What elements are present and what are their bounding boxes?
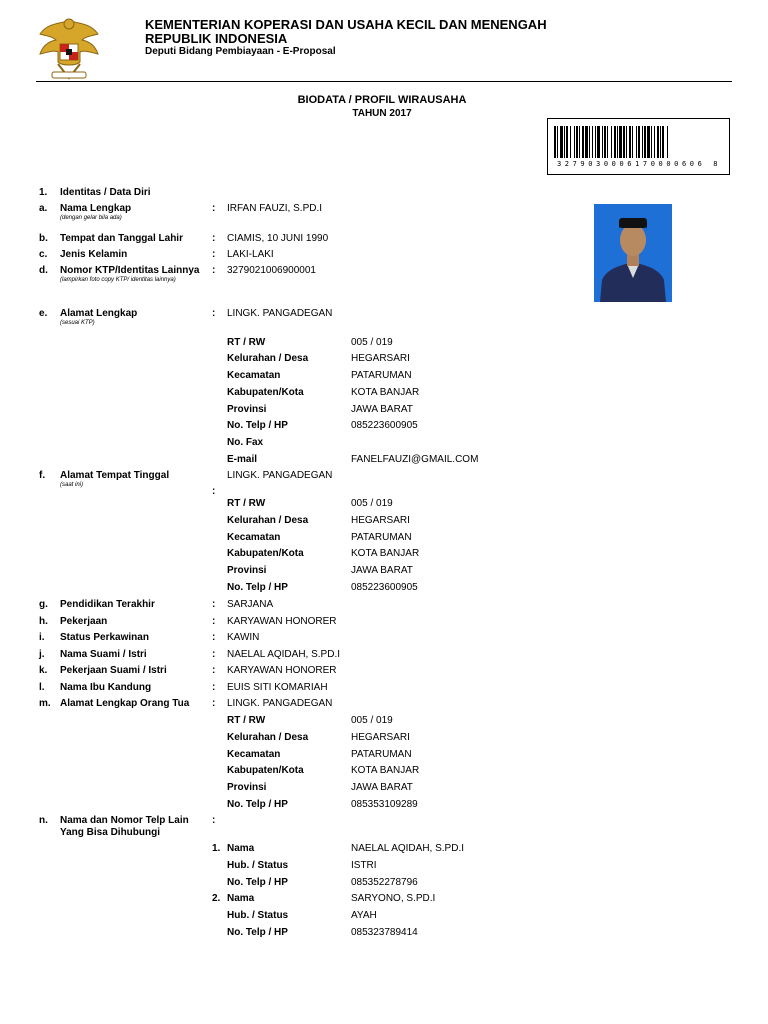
address-domisili-label: Kelurahan / Desa — [227, 514, 309, 526]
contact-value: NAELAL AQIDAH, S.PD.I — [351, 843, 465, 854]
field-value: SARJANA — [227, 599, 274, 610]
field-value: KARYAWAN HONORER — [227, 615, 337, 627]
field-label: Nama Ibu Kandung — [60, 682, 152, 693]
field-letter: c. — [39, 249, 48, 260]
field-letter: j. — [39, 648, 45, 660]
field-value-gender: LAKI-LAKI — [227, 249, 274, 260]
field-letter: e. — [39, 308, 48, 319]
colon: : — [212, 249, 216, 260]
field-value: NAELAL AQIDAH, S.PD.I — [227, 648, 341, 660]
field-value-ttl: CIAMIS, 10 JUNI 1990 — [227, 233, 329, 244]
field-value-nama: IRFAN FAUZI, S.PD.I — [227, 203, 323, 214]
address-ktp-label: Provinsi — [227, 403, 267, 415]
address-ortu-label: Kecamatan — [227, 748, 281, 760]
contact-number: 2. — [212, 893, 221, 904]
address-domisili-label: No. Telp / HP — [227, 581, 288, 593]
contact-label: No. Telp / HP — [227, 876, 288, 888]
contact-value: 085323789414 — [351, 926, 418, 938]
address-ortu-value: HEGARSARI — [351, 731, 410, 743]
address-ktp-value: FANELFAUZI@GMAIL.COM — [351, 453, 479, 465]
field-note: (lampirkan foto copy KTP/ identitas lainnya) — [60, 277, 176, 283]
field-letter: b. — [39, 233, 48, 244]
field-label-ktp: Nomor KTP/Identitas Lainnya — [60, 265, 200, 276]
address-ortu-value: JAWA BARAT — [351, 782, 413, 793]
field-value-tinggal: LINGK. PANGADEGAN — [227, 470, 333, 481]
field-letter: i. — [39, 632, 45, 644]
colon: : — [212, 698, 216, 709]
section-number: 1. — [39, 187, 48, 198]
contact-value: 085352278796 — [351, 876, 418, 888]
colon: : — [212, 648, 216, 660]
field-letter: m. — [39, 698, 51, 709]
field-note: (sesuai KTP) — [60, 320, 95, 326]
address-domisili-value: JAWA BARAT — [351, 565, 413, 576]
field-letter: g. — [39, 599, 48, 610]
address-domisili-value: KOTA BANJAR — [351, 548, 420, 560]
colon: : — [212, 665, 216, 677]
ministry-country: REPUBLIK INDONESIA — [145, 31, 288, 46]
section-title: Identitas / Data Diri — [60, 187, 151, 198]
contact-label: No. Telp / HP — [227, 926, 288, 938]
field-label-alamat-ortu: Alamat Lengkap Orang Tua — [60, 698, 190, 709]
colon: : — [212, 265, 216, 276]
field-letter: f. — [39, 470, 46, 481]
contact-label: Nama — [227, 893, 255, 904]
field-label-tinggal: Alamat Tempat Tinggal — [60, 470, 170, 481]
address-ortu-label: Provinsi — [227, 782, 267, 793]
field-letter: k. — [39, 665, 48, 677]
address-domisili-value: HEGARSARI — [351, 514, 410, 526]
colon: : — [212, 308, 216, 319]
address-domisili-label: RT / RW — [227, 498, 266, 509]
contact-label: Hub. / Status — [227, 859, 289, 871]
field-label: Pendidikan Terakhir — [60, 599, 155, 610]
field-label-alamat: Alamat Lengkap — [60, 308, 138, 319]
address-ktp-value: PATARUMAN — [351, 370, 412, 381]
field-label-ttl: Tempat dan Tanggal Lahir — [60, 233, 183, 244]
document-year: TAHUN 2017 — [352, 108, 412, 119]
field-label-gender: Jenis Kelamin — [60, 249, 128, 260]
field-value: KARYAWAN HONORER — [227, 665, 337, 677]
address-ktp-value: 085223600905 — [351, 420, 418, 432]
barcode-bars — [554, 126, 724, 158]
field-label: Pekerjaan Suami / Istri — [60, 665, 167, 677]
field-value-alamat: LINGK. PANGADEGAN — [227, 308, 333, 319]
field-letter: a. — [39, 203, 48, 214]
field-letter: d. — [39, 265, 48, 276]
colon: : — [212, 632, 216, 644]
address-ortu-value: 085353109289 — [351, 798, 418, 810]
colon: : — [212, 233, 216, 244]
barcode — [547, 118, 730, 175]
colon: : — [212, 615, 216, 627]
profile-photo — [594, 204, 672, 302]
address-ktp-label: Kecamatan — [227, 370, 281, 381]
address-domisili-value: 005 / 019 — [351, 498, 393, 509]
address-ortu-label: Kabupaten/Kota — [227, 765, 304, 777]
address-domisili-label: Provinsi — [227, 565, 267, 576]
ministry-name: KEMENTERIAN KOPERASI DAN USAHA KECIL DAN MENENGAH — [145, 17, 547, 32]
colon: : — [212, 599, 216, 610]
address-ktp-label: RT / RW — [227, 336, 266, 348]
field-letter: l. — [39, 682, 45, 693]
ministry-subtitle: Deputi Bidang Pembiayaan - E-Proposal — [145, 46, 336, 57]
address-ortu-label: No. Telp / HP — [227, 798, 288, 810]
address-domisili-value: 085223600905 — [351, 581, 418, 593]
document-title: BIODATA / PROFIL WIRAUSAHA — [297, 94, 467, 106]
field-value-alamat-ortu: LINGK. PANGADEGAN — [227, 698, 333, 709]
contact-label: Hub. / Status — [227, 909, 289, 921]
address-ortu-value: KOTA BANJAR — [351, 765, 420, 777]
colon: : — [212, 203, 216, 214]
contact-value: SARYONO, S.PD.I — [351, 893, 436, 904]
garuda-emblem-icon — [36, 14, 102, 82]
contact-label: Nama — [227, 843, 255, 854]
contact-value: ISTRI — [351, 859, 377, 871]
address-ktp-value: HEGARSARI — [351, 353, 410, 365]
field-label: Nama Suami / Istri — [60, 648, 147, 660]
address-domisili-label: Kecamatan — [227, 531, 281, 543]
barcode-number: 3279030006170000606 8 — [556, 160, 722, 168]
colon: : — [212, 815, 216, 826]
address-ktp-value: KOTA BANJAR — [351, 386, 420, 398]
address-ortu-label: Kelurahan / Desa — [227, 731, 309, 743]
field-label-nama: Nama Lengkap — [60, 203, 132, 214]
address-domisili-value: PATARUMAN — [351, 531, 412, 543]
field-label: Status Perkawinan — [60, 632, 149, 644]
address-ktp-label: E-mail — [227, 453, 258, 465]
address-domisili-label: Kabupaten/Kota — [227, 548, 304, 560]
colon: : — [212, 682, 216, 693]
contact-value: AYAH — [351, 909, 377, 921]
field-value: KAWIN — [227, 632, 260, 644]
address-ortu-value: 005 / 019 — [351, 715, 393, 726]
address-ktp-label: No. Telp / HP — [227, 420, 288, 432]
field-letter: h. — [39, 615, 48, 627]
field-note: (saat ini) — [60, 482, 84, 488]
colon: : — [212, 486, 216, 497]
contact-number: 1. — [212, 843, 221, 854]
field-value: EUIS SITI KOMARIAH — [227, 682, 328, 693]
address-ortu-label: RT / RW — [227, 715, 266, 726]
field-value-ktp: 3279021006900001 — [227, 265, 316, 276]
address-ktp-label: No. Fax — [227, 437, 264, 448]
address-ktp-label: Kabupaten/Kota — [227, 386, 304, 398]
address-ktp-value: 005 / 019 — [351, 336, 393, 348]
header-divider — [36, 81, 732, 82]
field-label-kontak-2: Yang Bisa Dihubungi — [60, 827, 161, 838]
address-ktp-label: Kelurahan / Desa — [227, 353, 309, 365]
address-ktp-value: JAWA BARAT — [351, 403, 413, 415]
field-note: (dengan gelar bila ada) — [60, 215, 122, 221]
field-label-kontak: Nama dan Nomor Telp Lain — [60, 815, 189, 826]
address-ortu-value: PATARUMAN — [351, 748, 412, 760]
field-letter: n. — [39, 815, 48, 826]
field-label: Pekerjaan — [60, 615, 108, 627]
